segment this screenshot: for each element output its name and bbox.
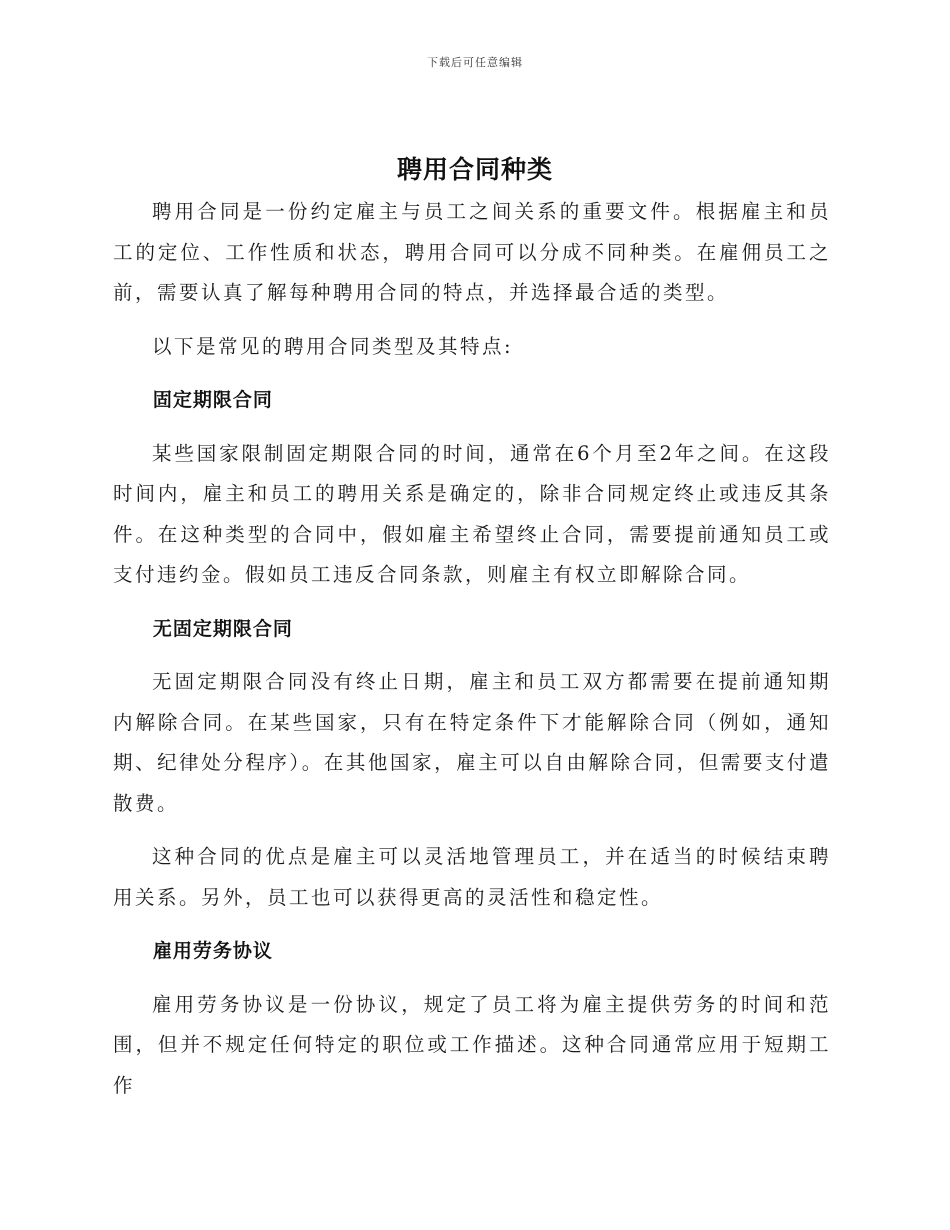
heading-fixed-term: 固定期限合同 xyxy=(152,389,273,411)
paragraph-labor-service: 雇用劳务协议是一份协议，规定了员工将为雇主提供劳务的时间和范围，但并不规定任何特定的职位或工作描述。这种合同通常应用于短期工作 xyxy=(113,992,831,1097)
document-title: 聘用合同种类 xyxy=(396,155,553,184)
paragraph-list-intro: 以下是常见的聘用合同类型及其特点: xyxy=(152,334,514,358)
heading-labor-service: 雇用劳务协议 xyxy=(152,940,273,962)
paragraph-fixed-term: 某些国家限制固定期限合同的时间，通常在6个月至2年之间。在这段时间内，雇主和员工的聘用关系是确定的，除非合同规定终止或违反其条件。在这种类型的合同中，假如雇主希望终止合同，需要提前通知员工或支付违约金。假如员工违反合同条款，则雇主有权立即解除合同。 xyxy=(113,441,831,586)
heading-open-ended: 无固定期限合同 xyxy=(152,617,293,640)
paragraph-open-ended-advantages: 这种合同的优点是雇主可以灵活地管理员工，并在适当的时候结束聘用关系。另外，员工也可以获得更高的灵活性和稳定性。 xyxy=(113,845,831,909)
paragraph-open-ended: 无固定期限合同没有终止日期，雇主和员工双方都需要在提前通知期内解除合同。在某些国家，只有在特定条件下才能解除合同（例如，通知期、纪律处分程序）。在其他国家，雇主可以自由解除合同，但需要支付遣散费。 xyxy=(113,670,831,815)
paragraph-intro: 聘用合同是一份约定雇主与员工之间关系的重要文件。根据雇主和员工的定位、工作性质和状态，聘用合同可以分成不同种类。在雇佣员工之前，需要认真了解每种聘用合同的特点，并选择最合适的类型。 xyxy=(113,200,831,304)
document-body xyxy=(113,192,831,1106)
header-note: 下载后可任意编辑 xyxy=(427,56,523,69)
